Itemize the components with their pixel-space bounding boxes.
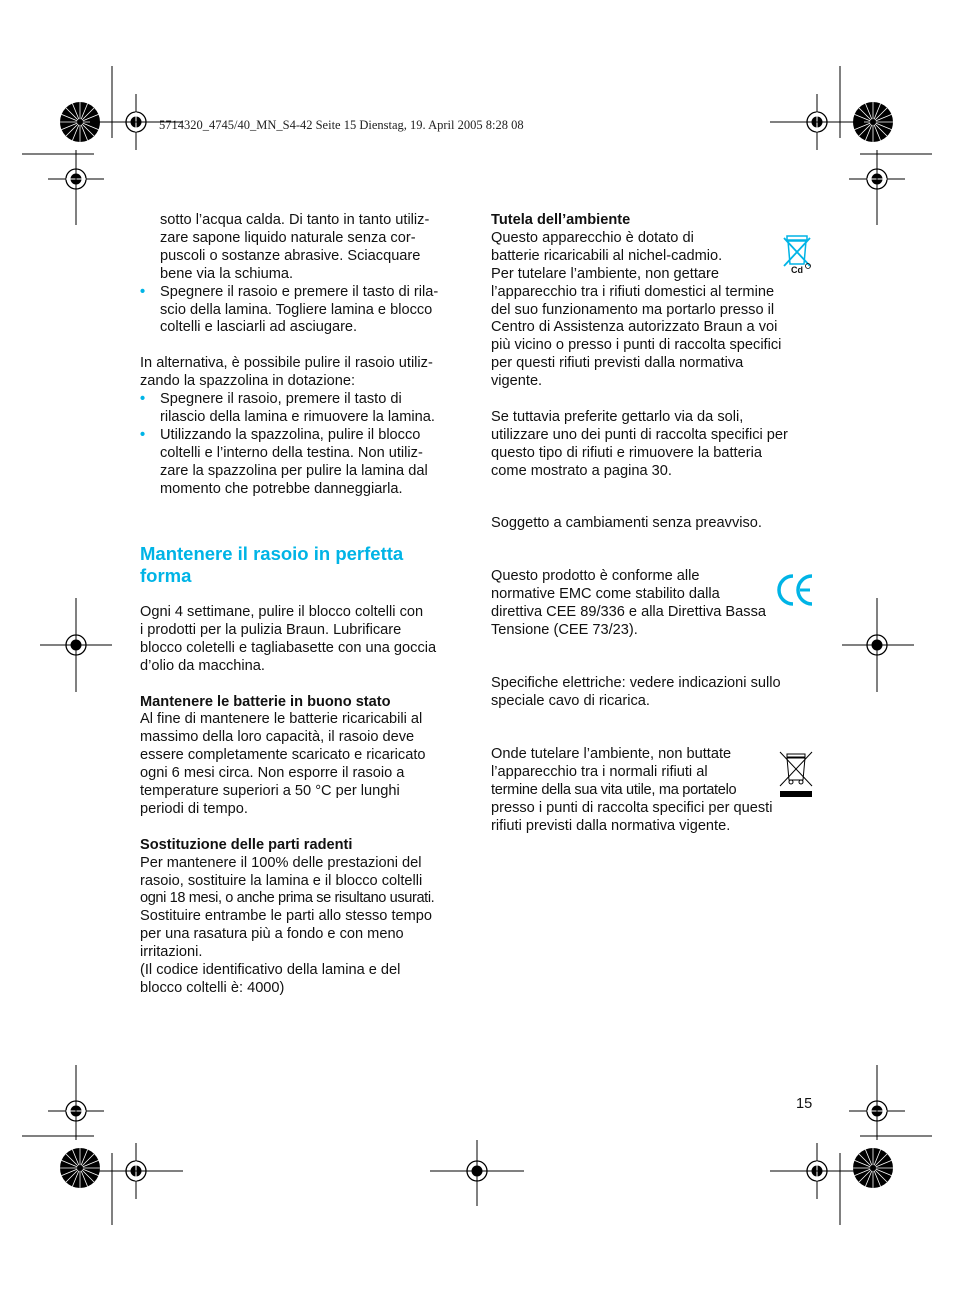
paragraph-weee: Onde tutelare l’ambiente, non buttate l’apparecchio tra i normali rifiuti al termine della sua vita utile, ma portatelo presso i punti di raccolta specifici per questi rifiuti previsti dalla normativa vigente. (491, 746, 773, 834)
subheading-environment: Tutela dell’ambiente (491, 212, 631, 228)
cd-label: Cd (791, 265, 803, 275)
paragraph-batteries: Al fine di mantenere le batterie ricaricabili al massimo della loro capacità, il rasoio deve essere completamente scaricato e ricaricato ogni 6 mesi circa. Non esporre il rasoio a temperature superiori a 50 °C per lunghi periodi di tempo. (140, 711, 426, 817)
bullet-item: • Spegnere il rasoio, premere il tasto di rilascio della lamina e rimuovere la lamina. (140, 391, 435, 425)
bullet-dot-icon: • (140, 391, 146, 408)
paragraph-cleaning: Ogni 4 settimane, pulire il blocco coltelli con i prodotti per la pulizia Braun. Lubrificare blocco coletelli e tagliabasette con una goccia d’olio da macchina. (140, 604, 437, 674)
crossed-bin-cd-icon (782, 232, 814, 278)
weee-bin-icon (778, 750, 814, 800)
subheading-parts: Sostituzione delle parti radenti (140, 836, 353, 853)
left-column (140, 212, 470, 498)
paragraph-alternative: In alternativa, è possibile pulire il rasoio utiliz- zando la spazzolina in dotazione: (140, 355, 433, 390)
paragraph-environment: Questo apparecchio è dotato di batterie ricaricabili al nichel-cadmio. Per tutelare l’ambiente, non gettare l’apparecchio tra i rifiuti domestici al termine del suo funzionamento ma portarlo presso il Centro di Assistenza autorizzato Braun a voi più vicino o presso i punti di raccolta specifici per questi rifiuti previsti dalla normativa vigente. (491, 229, 782, 390)
notice-changes: Soggetto a cambiamenti senza preavviso. (491, 515, 762, 531)
subheading-batteries: Mantenere le batterie in buono stato (140, 693, 391, 710)
right-column (491, 212, 821, 481)
paragraph-disposal: Se tuttavia preferite gettarlo via da soli, utilizzare uno dei punti di raccolta specifici per questo tipo di rifiuti e rimuovere la batteria come mostrato a pagina 30. (491, 408, 788, 479)
print-info: 5714320_4745/40_MN_S4-42 Seite 15 Dienstag, 19. April 2005 8:28 08 (159, 118, 524, 132)
left-column-lower (140, 604, 470, 998)
bullet-item: • Spegnere il rasoio e premere il tasto di rila- scio della lamina. Togliere lamina e blocco coltelli e lasciarli ad asciugare. (140, 283, 439, 336)
bullet-item: • Utilizzando la spazzolina, pulire il blocco coltelli e l’interno della testina. Non utiliz- zare la spazzolina per pulire la lamina dal momento che potrebbe danneggiarla. (140, 426, 428, 497)
bullet-dot-icon: • (140, 426, 146, 443)
paragraph-ce: Questo prodotto è conforme alle normative EMC come stabilito dalla direttiva CEE 89/336 e alla Direttiva Bassa Tensione (CEE 73/23). (491, 568, 766, 638)
paragraph-rinse: sotto l’acqua calda. Di tanto in tanto utiliz- zare sapone liquido naturale senza cor- puscoli o sostanze abrasive. Sciacquare bene via la schiuma. (160, 212, 430, 282)
page-number: 15 (796, 1096, 813, 1112)
ce-mark-icon (777, 572, 815, 608)
bullet-dot-icon: • (140, 283, 146, 300)
paragraph-electrical: Specifiche elettriche: vedere indicazioni sullo speciale cavo di ricarica. (491, 675, 781, 709)
section-heading: Mantenere il rasoio in perfetta forma (140, 543, 404, 586)
paragraph-parts: Per mantenere il 100% delle prestazioni del rasoio, sostituire la lamina e il blocco coltelli ogni 18 mesi, o anche prima se risultano usurati. Sostituire entrambe le parti allo stesso tempo per una rasatura più a fondo e con meno irritazioni. (Il codice identificativo della lamina e del blocco coltelli è: 4000) (140, 854, 435, 996)
